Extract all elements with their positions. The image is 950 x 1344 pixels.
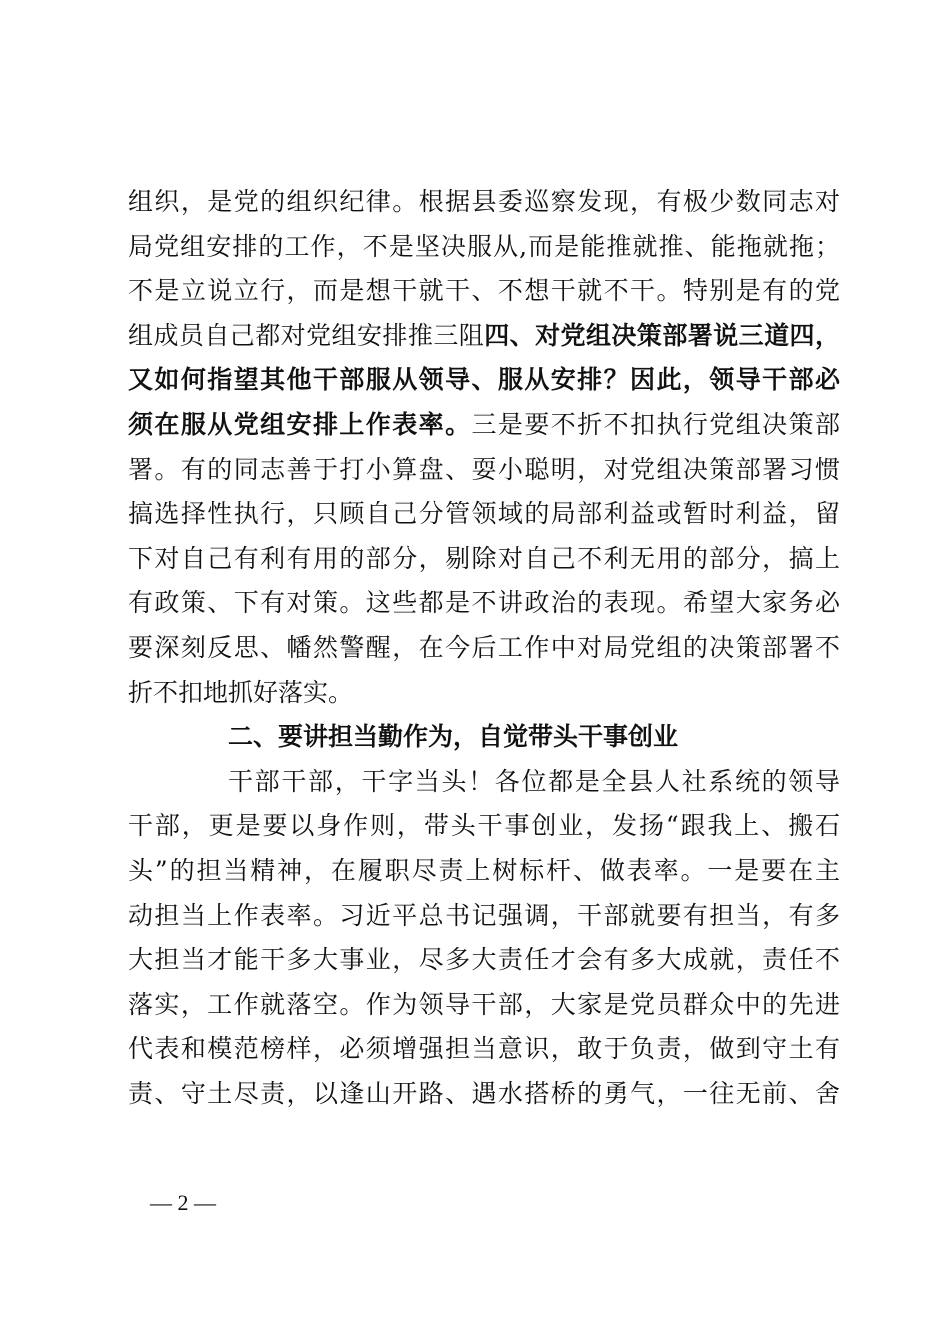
normal-text: 三是要不折不扣执行党组决策部 — [471, 409, 840, 439]
paragraph-line: 代表和模范榜样，必须增强担当意识，敢于负责，做到守土有 — [128, 1034, 840, 1064]
paragraph-line: 头”的担当精神，在履职尽责上树标杆、做表率。一是要在主 — [128, 855, 840, 885]
paragraph-line: 动担当上作表率。习近平总书记强调，干部就要有担当，有多 — [128, 900, 840, 930]
bold-text: 须在服从党组安排上作表率。 — [128, 409, 472, 439]
section-heading: 二、要讲担当勤作为，自觉带头干事创业 — [228, 722, 679, 752]
paragraph-line — [128, 403, 840, 448]
bold-text: 四、对党组决策部署说三道四， — [484, 320, 840, 350]
paragraph-line: 责、守土尽责，以逢山开路、遇水搭桥的勇气，一往无前、舍 — [128, 1078, 840, 1108]
paragraph-line: 搞选择性执行，只顾自己分管领域的局部利益或暂时利益，留 — [128, 499, 840, 529]
paragraph-line: 局党组安排的工作，不是坚决服从,而是能推就推、能拖就拖； — [128, 231, 840, 261]
paragraph-line: 有政策、下有对策。这些都是不讲政治的表现。希望大家务必 — [128, 588, 840, 618]
paragraph-line: 大担当才能干多大事业，尽多大责任才会有多大成就，责任不 — [128, 945, 840, 975]
paragraph-line: 下对自己有利有用的部分，剔除对自己不利无用的部分，搞上 — [128, 543, 840, 573]
paragraph-line: 落实，工作就落空。作为领导干部，大家是党员群众中的先进 — [128, 989, 840, 1019]
paragraph-line: 组织，是党的组织纪律。根据县委巡察发现，有极少数同志对 — [128, 187, 840, 216]
bold-text: 又如何指望其他干部服从领导、服从安排？因此，领导干部必 — [128, 365, 840, 395]
paragraph-line: 干部干部，干字当头！各位都是全县人社系统的领导 — [228, 766, 840, 796]
paragraph-line: 要深刻反思、幡然警醒，在今后工作中对局党组的决策部署不 — [128, 632, 840, 662]
page-number: — 2 — — [150, 1190, 216, 1215]
paragraph-line: 折不扣地抓好落实。 — [128, 677, 354, 707]
paragraph-line: 干部，更是要以身作则，带头干事创业，发扬“跟我上、搬石 — [128, 811, 840, 841]
paragraph-line: 署。有的同志善于打小算盘、耍小聪明，对党组决策部署习惯 — [128, 454, 840, 484]
paragraph-line: 不是立说立行，而是想干就干、不想干就不干。特别是有的党 — [128, 276, 840, 306]
normal-text: 组成员自己都对党组安排推三阻 — [128, 320, 485, 350]
body-text — [128, 180, 840, 1116]
paragraph-line — [128, 358, 840, 403]
paragraph-line — [128, 314, 840, 359]
